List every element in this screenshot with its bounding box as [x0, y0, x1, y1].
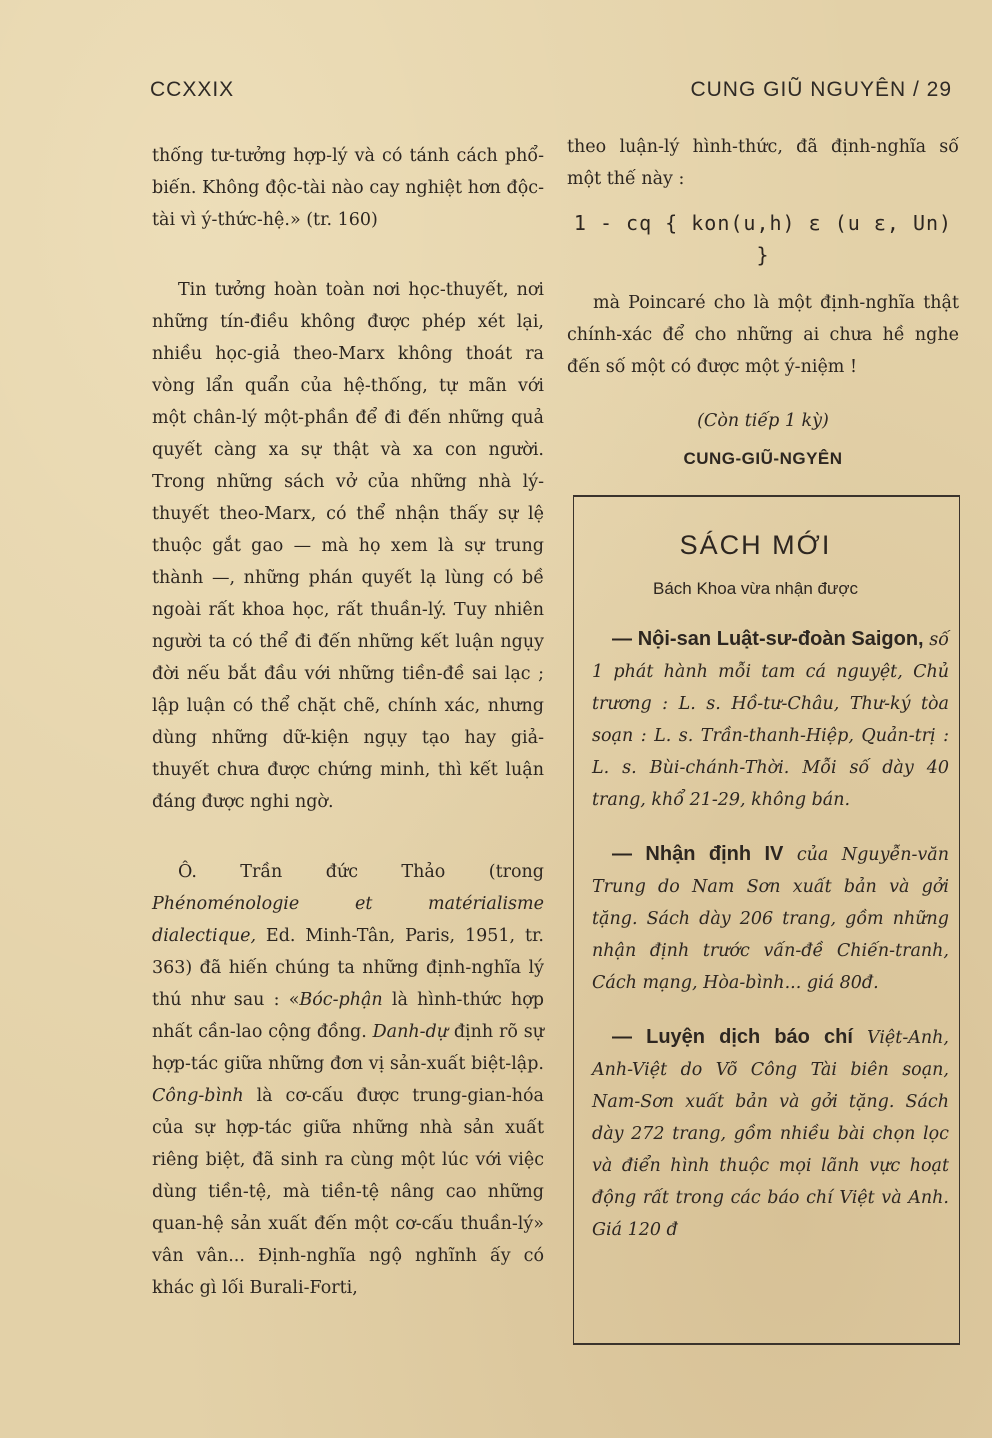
book-entry: — Luyện dịch báo chí Việt-Anh, Anh-Việt do Võ Công Tài biên soạn, Nam-Sơn xuất bản và gởi tặng. Sách dày 272 trang, gồm nhiều bài chọn lọc và điển hình thuộc mọi lãnh vực hoạt động rất trong các báo chí Việt và Anh. Giá 120 đ — [592, 1026, 949, 1240]
paragraph-right-1: theo luận-lý hình-thức, đã định-nghĩa số một thế này : — [567, 137, 959, 189]
author-signature: CUNG-GIŨ-NGYÊN — [683, 449, 843, 468]
book-entry: — Nhận định IV của Nguyễn-văn Trung do Nam Sơn xuất bản và gởi tặng. Sách dày 206 trang, gồm những nhận định trước vấn-đề Chiến-tranh, Cách mạng, Hòa-bình... giá 80đ. — [592, 843, 949, 993]
handwritten-formula: 1 - cq { kon(u,h) ε (u ε, Un) } — [573, 211, 953, 267]
new-books-title: SÁCH MỚI — [679, 530, 832, 560]
paragraph-3: Ô. Trần đức Thảo (trong Phénoménologie et matérialisme dialectique, Ed. Minh-Tân, Paris, 1951, tr. 363) đã hiến chúng ta những định-nghĩa lý thú như sau : «Bóc-phận là hình-thức hợp nhất cần-lao cộng đồng. Danh-dự định rõ sự hợp-tác giữa những đơn vị sản-xuất biệt-lập. Công-bình là cơ-cấu được trung-gian-hóa của sự hợp-tác giữa những nhà sản xuất riêng biệt, đã sinh ra cùng một lúc với việc dùng tiền-tệ, mà tiền-tệ nâng cao những quan-hệ sản xuất đến một cơ-cấu thuần-lý» vân vân... Định-nghĩa ngộ nghĩnh ấy có khác gì lối Burali-Forti, — [152, 862, 544, 1298]
new-books-box — [573, 495, 960, 1345]
paragraph-right-2: mà Poincaré cho là một định-nghĩa thật chính-xác để cho những ai chưa hề nghe đến số một có được một ý-niệm ! — [567, 293, 959, 377]
paragraph-1: thống tư-tưởng hợp-lý và có tánh cách phổ-biến. Không độc-tài nào cay nghiệt hơn độc-tài vì ý-thức-hệ.» (tr. 160) — [152, 146, 544, 230]
left-column — [152, 140, 544, 1304]
new-books-subtitle: Bách Khoa vừa nhận được — [653, 579, 858, 598]
continued-note: (Còn tiếp 1 kỳ) — [697, 411, 829, 431]
right-column — [567, 131, 959, 475]
page-header-left: CCXXIX — [150, 78, 235, 101]
paragraph-2: Tin tưởng hoàn toàn nơi học-thuyết, nơi những tín-điều không được phép xét lại, nhiều học-giả theo-Marx không thoát ra vòng lẩn quẩn của hệ-thống, tự mãn với một chân-lý một-phần để đi đến những quả quyết càng xa sự thật và xa con người. Trong những sách vở của những nhà lý-thuyết theo-Marx, có thể nhận thấy sự lệ thuộc gắt gao — mà họ xem là sự trung thành —, những phán quyết lạ lùng có bề ngoài rất khoa học, rất thuần-lý. Tuy nhiên người ta có thể đi đến những kết luận ngụy đời nếu bắt đầu với những tiền-đề sai lạc ; lập luận có thể chặt chẽ, chính xác, nhưng dùng những dữ-kiện ngụy tạo hay giả-thuyết chưa được chứng minh, thì kết luận đáng được nghi ngờ. — [152, 280, 544, 812]
book-entry: — Nội-san Luật-sư-đoàn Saigon, số 1 phát hành mỗi tam cá nguyệt, Chủ trương : L. s. Hồ-tư-Châu, Thư-ký tòa soạn : L. s. Trần-thanh-Hiệp, Quản-trị : L. s. Bùi-chánh-Thời. Mỗi số dày 40 trang, khổ 21-29, không bán. — [592, 628, 949, 810]
page-header-right: CUNG GIŨ NGUYÊN / 29 — [690, 78, 952, 101]
